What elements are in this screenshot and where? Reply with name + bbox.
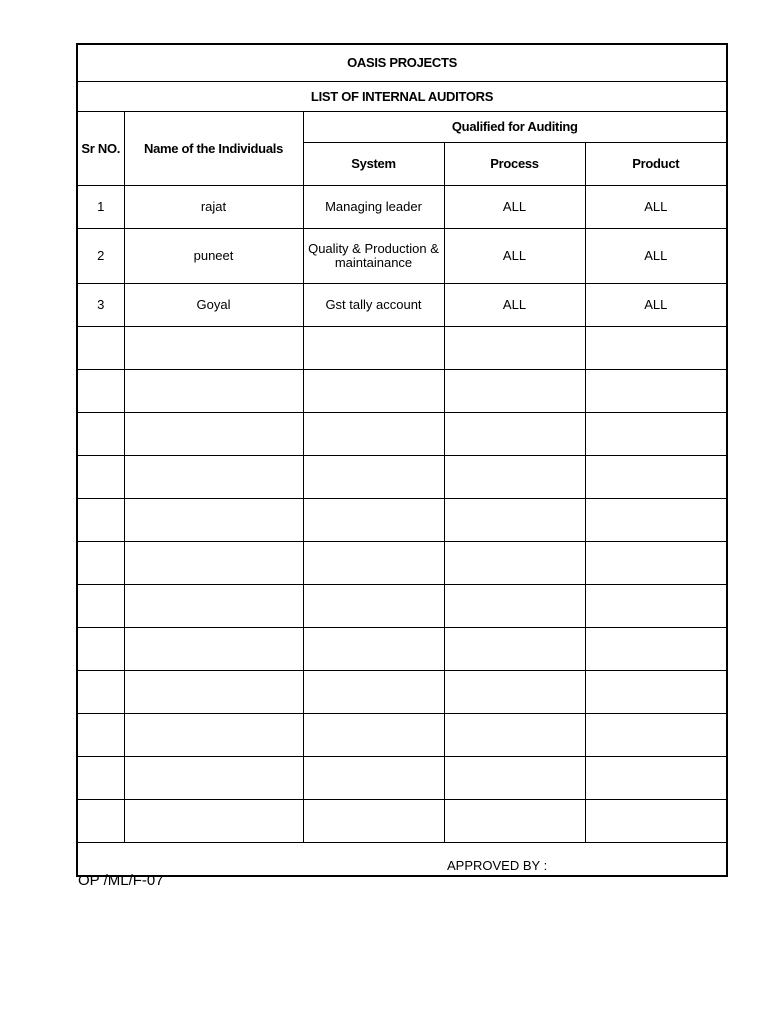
empty-cell	[303, 671, 444, 714]
empty-row	[77, 714, 727, 757]
process-header: Process	[444, 143, 585, 186]
empty-cell	[77, 585, 124, 628]
approved-by-label: APPROVED BY :	[77, 843, 727, 877]
name-cell: Goyal	[124, 284, 303, 327]
empty-cell	[303, 456, 444, 499]
internal-auditors-table	[76, 43, 728, 877]
empty-cell	[585, 585, 727, 628]
empty-cell	[444, 413, 585, 456]
qualified-header: Qualified for Auditing	[303, 112, 727, 143]
empty-cell	[124, 671, 303, 714]
process-cell: ALL	[444, 186, 585, 229]
empty-row	[77, 757, 727, 800]
sr-no-header: Sr NO.	[77, 112, 124, 186]
subtitle-row	[77, 82, 727, 112]
empty-cell	[77, 327, 124, 370]
empty-cell	[124, 499, 303, 542]
system-cell: Gst tally account	[303, 284, 444, 327]
empty-cell	[303, 800, 444, 843]
empty-cell	[585, 327, 727, 370]
empty-cell	[585, 628, 727, 671]
product-cell: ALL	[585, 186, 727, 229]
empty-cell	[77, 542, 124, 585]
empty-cell	[124, 757, 303, 800]
empty-cell	[124, 714, 303, 757]
title-row	[77, 44, 727, 82]
empty-cell	[124, 800, 303, 843]
empty-row	[77, 456, 727, 499]
company-title: OASIS PROJECTS	[77, 44, 727, 82]
name-header: Name of the Individuals	[124, 112, 303, 186]
system-cell: Managing leader	[303, 186, 444, 229]
sr-cell: 2	[77, 229, 124, 284]
process-cell: ALL	[444, 284, 585, 327]
product-header: Product	[585, 143, 727, 186]
empty-cell	[77, 800, 124, 843]
table-row	[77, 229, 727, 284]
empty-cell	[444, 370, 585, 413]
empty-cell	[303, 585, 444, 628]
system-cell: Quality & Production & maintainance	[303, 229, 444, 284]
empty-cell	[303, 370, 444, 413]
empty-row	[77, 499, 727, 542]
empty-row	[77, 370, 727, 413]
empty-row	[77, 800, 727, 843]
empty-cell	[124, 628, 303, 671]
empty-row	[77, 542, 727, 585]
empty-cell	[124, 413, 303, 456]
empty-cell	[444, 671, 585, 714]
name-cell: puneet	[124, 229, 303, 284]
sr-cell: 3	[77, 284, 124, 327]
empty-cell	[303, 327, 444, 370]
table-row	[77, 186, 727, 229]
empty-cell	[77, 671, 124, 714]
empty-cell	[444, 585, 585, 628]
empty-row	[77, 413, 727, 456]
empty-cell	[303, 413, 444, 456]
empty-cell	[444, 800, 585, 843]
empty-cell	[585, 499, 727, 542]
footer-row	[77, 843, 727, 877]
sr-cell: 1	[77, 186, 124, 229]
empty-cell	[585, 456, 727, 499]
table-row	[77, 284, 727, 327]
empty-cell	[444, 628, 585, 671]
empty-cell	[124, 456, 303, 499]
empty-row	[77, 327, 727, 370]
empty-cell	[303, 757, 444, 800]
empty-cell	[124, 542, 303, 585]
product-cell: ALL	[585, 284, 727, 327]
empty-cell	[77, 370, 124, 413]
document-title: LIST OF INTERNAL AUDITORS	[77, 82, 727, 112]
empty-cell	[444, 327, 585, 370]
empty-row	[77, 585, 727, 628]
empty-row	[77, 628, 727, 671]
name-cell: rajat	[124, 186, 303, 229]
empty-cell	[585, 757, 727, 800]
empty-cell	[585, 370, 727, 413]
empty-cell	[585, 800, 727, 843]
empty-row	[77, 671, 727, 714]
empty-cell	[77, 628, 124, 671]
empty-cell	[444, 499, 585, 542]
empty-cell	[77, 757, 124, 800]
system-header: System	[303, 143, 444, 186]
product-cell: ALL	[585, 229, 727, 284]
empty-cell	[585, 714, 727, 757]
empty-cell	[585, 671, 727, 714]
process-cell: ALL	[444, 229, 585, 284]
empty-cell	[77, 456, 124, 499]
empty-cell	[124, 327, 303, 370]
empty-cell	[77, 413, 124, 456]
empty-cell	[585, 413, 727, 456]
empty-cell	[585, 542, 727, 585]
header-row	[77, 112, 727, 143]
empty-cell	[77, 499, 124, 542]
empty-cell	[444, 757, 585, 800]
form-code: OP /ML/F-07	[78, 872, 164, 889]
empty-cell	[303, 714, 444, 757]
empty-cell	[444, 542, 585, 585]
empty-cell	[124, 585, 303, 628]
empty-cell	[444, 714, 585, 757]
empty-cell	[303, 542, 444, 585]
empty-cell	[77, 714, 124, 757]
empty-cell	[124, 370, 303, 413]
empty-cell	[444, 456, 585, 499]
empty-cell	[303, 499, 444, 542]
empty-cell	[303, 628, 444, 671]
